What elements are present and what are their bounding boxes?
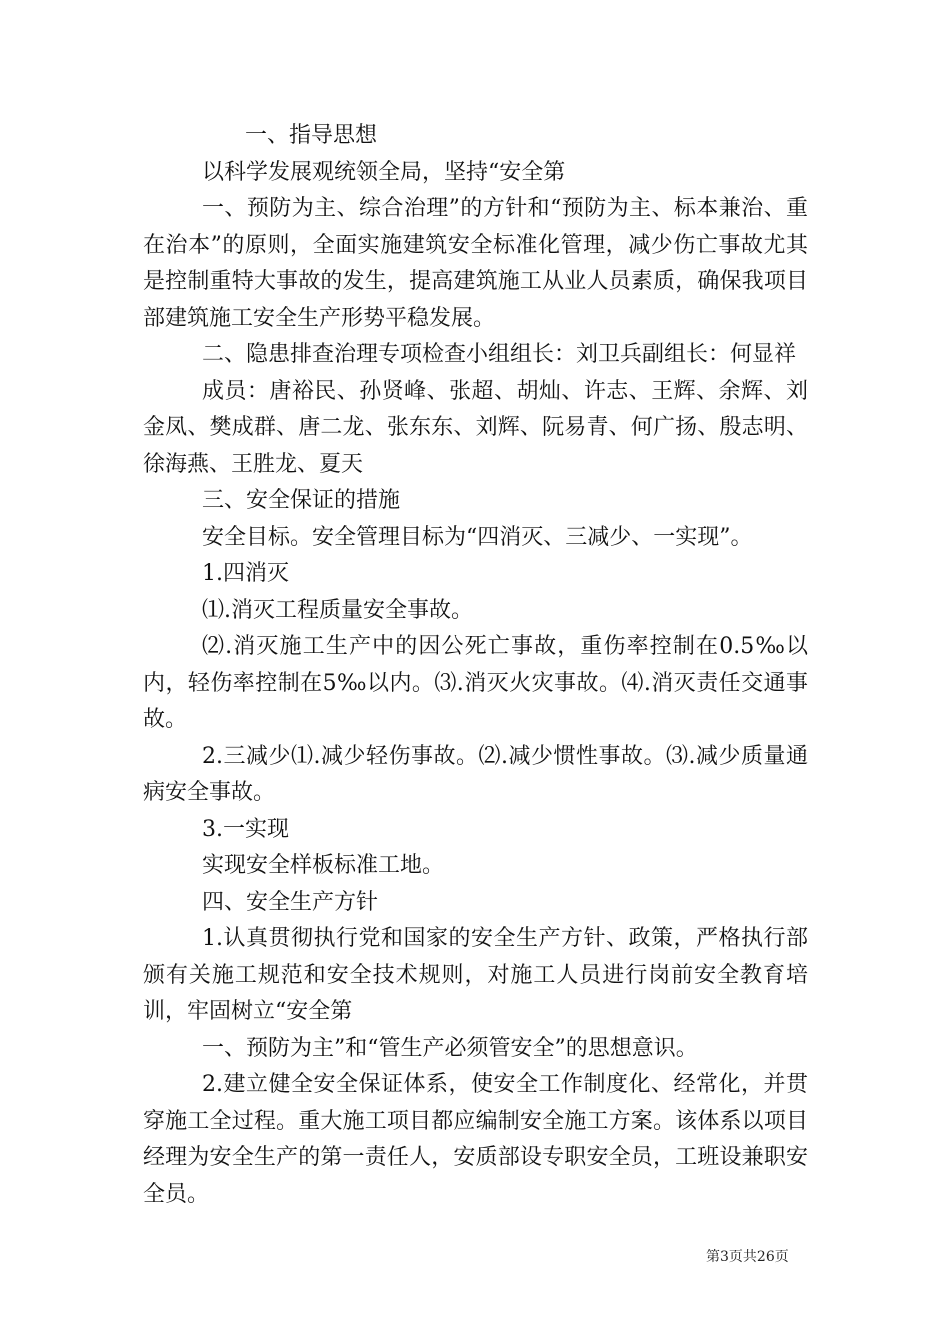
paragraph-members: 成员：唐裕民、孙贤峰、张超、胡灿、许志、王辉、余辉、刘金凤、樊成群、唐二龙、张东东、刘辉、阮易青、何广扬、殷志明、徐海燕、王胜龙、夏天 xyxy=(143,378,808,477)
item-three-reductions: 2.三减少⑴.减少轻伤事故。⑵.减少惯性事故。⑶.减少质量通病安全事故。 xyxy=(143,743,808,805)
paragraph-policy-2: 2.建立健全安全保证体系，使安全工作制度化、经常化，并贯穿施工全过程。重大施工项目都应编制安全施工方案。该体系以项目经理为安全生产的第一责任人，安质部设专职安全员，工班设兼职安全员。 xyxy=(143,1072,808,1207)
paragraph-policy-1-cont: 一、预防为主”和“管生产必须管安全”的思想意识。 xyxy=(202,1035,698,1061)
heading-guiding-ideology: 一、指导思想 xyxy=(245,123,378,148)
paragraph-guiding-text-1: 以科学发展观统领全局，坚持“安全第 xyxy=(202,159,566,185)
item-eliminate-fatal-accidents: ⑵.消灭施工生产中的因公死亡事故，重伤率控制在0.5‰以内，轻伤率控制在5‰以内。⑶.消灭火灾事故。⑷.消灭责任交通事故。 xyxy=(143,634,808,732)
paragraph-guiding-text-2: 一、预防为主、综合治理”的方针和“预防为主、标本兼治、重在治本”的原则，全面实施建筑安全标准化管理，减少伤亡事故尤其是控制重特大事故的发生，提高建筑施工从业人员素质，确保我项目部建筑施工安全生产形势平稳发展。 xyxy=(143,196,808,331)
paragraph-model-site: 实现安全样板标准工地。 xyxy=(202,853,445,878)
heading-safety-measures: 三、安全保证的措施 xyxy=(202,488,401,513)
item-one-realization: 3.一实现 xyxy=(202,816,289,842)
item-eliminate-quality-accidents: ⑴.消灭工程质量安全事故。 xyxy=(202,597,473,623)
heading-safety-policy: 四、安全生产方针 xyxy=(202,889,379,915)
heading-inspection-group: 二、隐患排查治理专项检查小组组长：刘卫兵副组长：何显祥 xyxy=(202,342,797,367)
paragraph-safety-target: 安全目标。安全管理目标为“四消灭、三减少、一实现”。 xyxy=(202,524,753,550)
paragraph-policy-1: 1.认真贯彻执行党和国家的安全生产方针、政策，严格执行部颁有关施工规范和安全技术规则，对施工人员进行岗前安全教育培训，牢固树立“安全第 xyxy=(143,926,808,1024)
item-four-eliminations: 1.四消灭 xyxy=(202,561,289,586)
document-body xyxy=(143,118,808,1213)
page-number: 第3页共26页 xyxy=(706,1249,789,1265)
